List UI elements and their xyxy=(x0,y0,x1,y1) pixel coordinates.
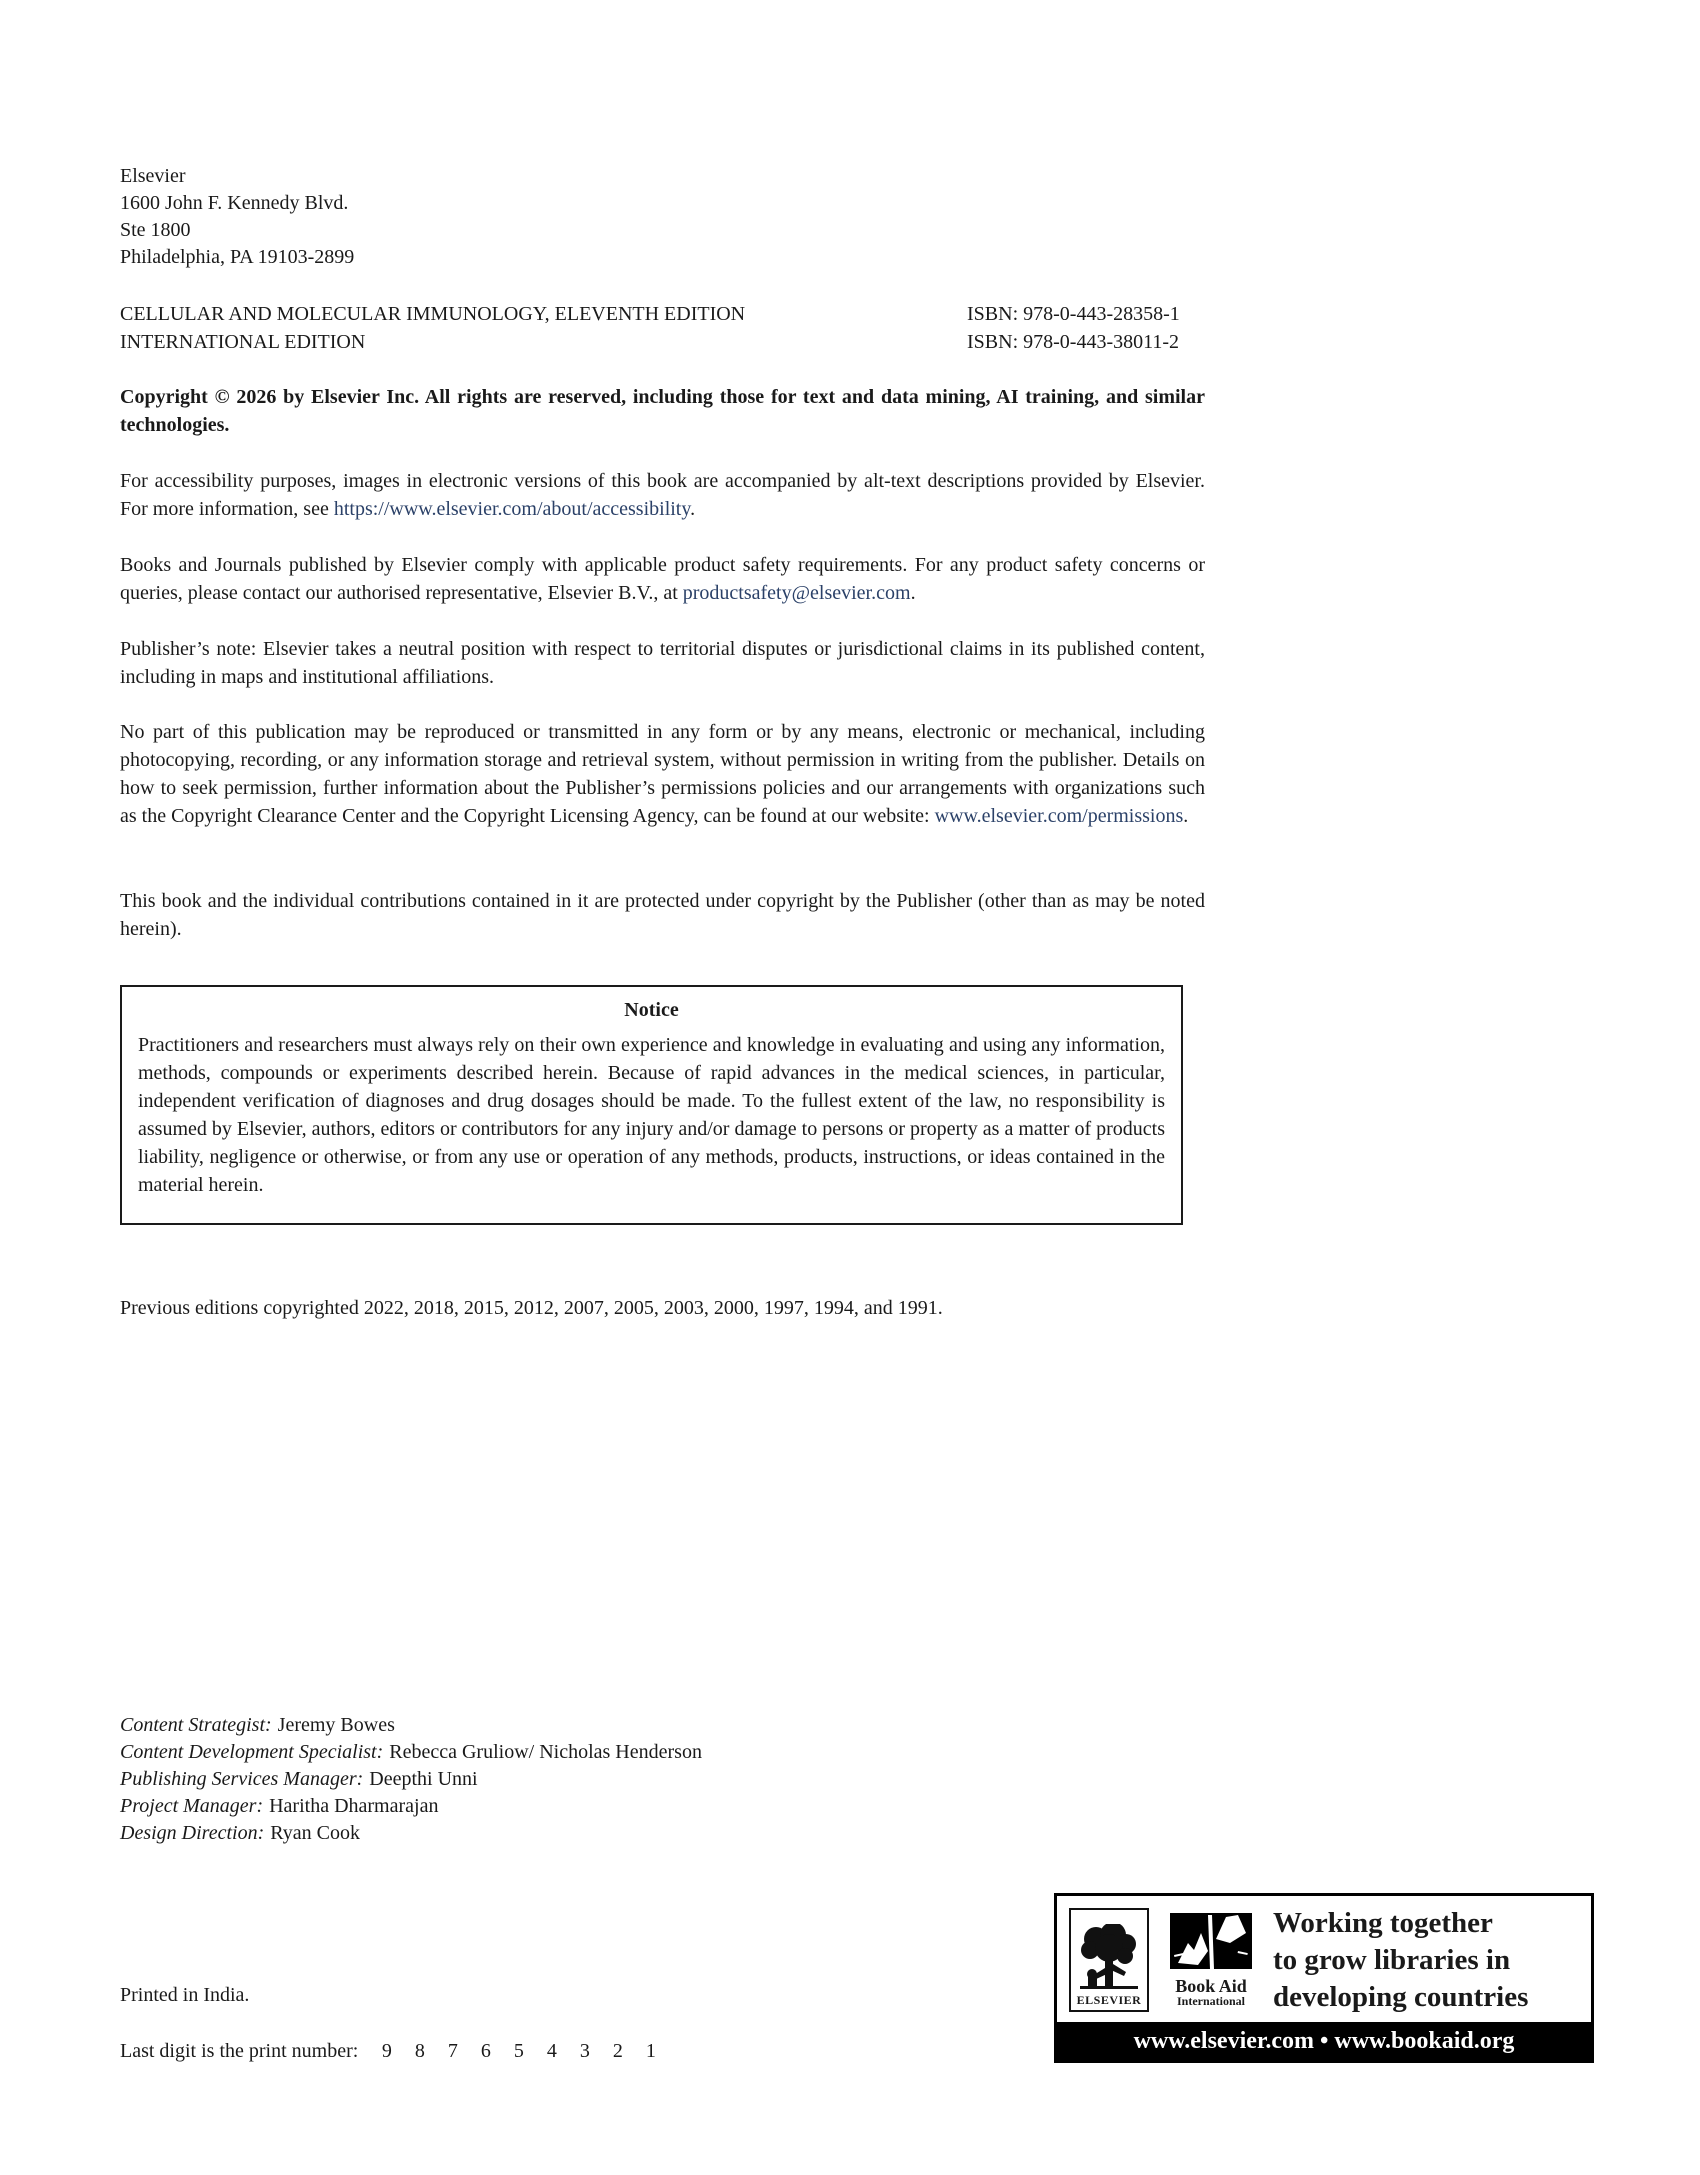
isbn: ISBN: 978-0-443-28358-1 xyxy=(967,303,1180,325)
print-digit: 7 xyxy=(447,2040,458,2062)
protected-paragraph: This book and the individual contributions contained in it are protected under copyright by the Publisher (other than as may be noted herein). xyxy=(120,890,1205,940)
elsevier-logo-label: ELSEVIER xyxy=(1076,1993,1142,2007)
print-number-line xyxy=(120,2038,667,2065)
credit-role: Design Direction: xyxy=(120,1822,265,1844)
credit-name: Ryan Cook xyxy=(270,1822,360,1844)
staff-credits xyxy=(120,1712,702,1847)
period: . xyxy=(1183,805,1189,827)
copyright-statement: Copyright © 2026 by Elsevier Inc. All rights are reserved, including those for text and data mining, AI training, and similar technologies. xyxy=(120,386,1205,436)
credit-role: Project Manager: xyxy=(120,1795,264,1817)
banner-tagline xyxy=(1273,1905,1583,2016)
notice-box xyxy=(120,985,1183,1225)
isbn: ISBN: 978-0-443-38011-2 xyxy=(967,331,1180,353)
permissions-link[interactable]: www.elsevier.com/permissions xyxy=(934,805,1184,827)
elsevier-tree-icon xyxy=(1078,1924,1140,1994)
print-digit: 8 xyxy=(414,2040,425,2062)
period: . xyxy=(690,498,696,520)
bookaid-icon xyxy=(1168,1913,1254,1973)
tagline-line: Working together xyxy=(1273,1906,1493,1939)
product-safety-paragraph xyxy=(120,551,1205,607)
printed-in: Printed in India. xyxy=(120,1984,250,2006)
permissions-text: No part of this publication may be reproduced or transmitted in any form or by any means, electronic or mechanical, including photocopying, recording, or any information storage and retrieval system, without permission in writing from the publisher. Details on how to seek permission, further information about the Publisher’s permissions policies and our arrangements with organizations such as the Copyright Clearance Center and the Copyright Licensing Agency, can be found at our website: xyxy=(120,721,1205,827)
credit-name: Jeremy Bowes xyxy=(277,1714,395,1736)
address-line: Philadelphia, PA 19103-2899 xyxy=(120,246,355,268)
print-digit: 1 xyxy=(645,2040,656,2062)
banner-top xyxy=(1057,1896,1591,2022)
credit-role: Publishing Services Manager: xyxy=(120,1768,364,1790)
print-digit: 2 xyxy=(612,2040,623,2062)
credit-row xyxy=(120,1712,702,1739)
print-number-label: Last digit is the print number: xyxy=(120,2040,359,2062)
accessibility-text: For accessibility purposes, images in electronic versions of this book are accompanied by alt-text descriptions provided by Elsevier. For more information, see xyxy=(120,470,1205,520)
accessibility-paragraph xyxy=(120,467,1205,523)
address-line: 1600 John F. Kennedy Blvd. xyxy=(120,192,349,214)
accessibility-link[interactable]: https://www.elsevier.com/about/accessibility xyxy=(333,498,691,520)
bookaid-name: Book Aid xyxy=(1175,1975,1247,1996)
title-row xyxy=(120,328,1205,356)
elsevier-bookaid-banner xyxy=(1054,1893,1594,2063)
credit-row xyxy=(120,1739,702,1766)
print-digits xyxy=(370,2040,667,2062)
print-digit: 9 xyxy=(381,2040,392,2062)
print-digit: 3 xyxy=(579,2040,590,2062)
address-line: Ste 1800 xyxy=(120,219,191,241)
print-digit: 6 xyxy=(480,2040,491,2062)
previous-editions: Previous editions copyrighted 2022, 2018, 2015, 2012, 2007, 2005, 2003, 2000, 1997, 1994, and 1991. xyxy=(120,1297,943,1319)
address-line: Elsevier xyxy=(120,165,186,187)
product-safety-text: Books and Journals published by Elsevier comply with applicable product safety requirements. For any product safety concerns or queries, please contact our authorised representative, Elsevier B.V., at xyxy=(120,554,1205,604)
banner-urls: www.elsevier.com • www.bookaid.org xyxy=(1057,2022,1591,2060)
print-digit: 5 xyxy=(513,2040,524,2062)
edition-title: INTERNATIONAL EDITION xyxy=(120,331,366,353)
print-digit: 4 xyxy=(546,2040,557,2062)
permissions-paragraph xyxy=(120,718,1205,830)
tagline-line: to grow libraries in xyxy=(1273,1943,1511,1976)
publishers-note: Publisher’s note: Elsevier takes a neutral position with respect to territorial disputes or jurisdictional claims in its published content, including in maps and institutional affiliations. xyxy=(120,638,1205,688)
credit-row xyxy=(120,1766,702,1793)
bookaid-logo xyxy=(1163,1913,1259,2008)
bookaid-subtitle: International xyxy=(1176,1993,1245,2008)
credit-name: Deepthi Unni xyxy=(369,1768,478,1790)
credit-name: Rebecca Gruliow/ Nicholas Henderson xyxy=(389,1741,702,1763)
period: . xyxy=(910,582,916,604)
product-safety-email-link[interactable]: productsafety@elsevier.com xyxy=(682,582,911,604)
title-row xyxy=(120,300,1205,328)
elsevier-logo xyxy=(1069,1908,1149,2012)
book-title: CELLULAR AND MOLECULAR IMMUNOLOGY, ELEVENTH EDITION xyxy=(120,303,746,325)
notice-body: Practitioners and researchers must always rely on their own experience and knowledge in evaluating and using any information, methods, compounds or experiments described herein. Because of rapid advances in the medical sciences, in particular, independent verification of diagnoses and drug dosages should be made. To the fullest extent of the law, no responsibility is assumed by Elsevier, authors, editors or contributors for any injury and/or damage to persons or property as a matter of products liability, negligence or otherwise, or from any use or operation of any methods, products, instructions, or ideas contained in the material herein. xyxy=(138,1034,1165,1196)
credit-row xyxy=(120,1820,702,1847)
tagline-line: developing countries xyxy=(1273,1980,1529,2013)
notice-title: Notice xyxy=(624,999,679,1021)
credit-name: Haritha Dharmarajan xyxy=(269,1795,439,1817)
credit-row xyxy=(120,1793,702,1820)
credit-role: Content Development Specialist: xyxy=(120,1741,384,1763)
title-isbn-block xyxy=(120,300,1205,356)
publisher-address xyxy=(120,163,354,271)
credit-role: Content Strategist: xyxy=(120,1714,272,1736)
